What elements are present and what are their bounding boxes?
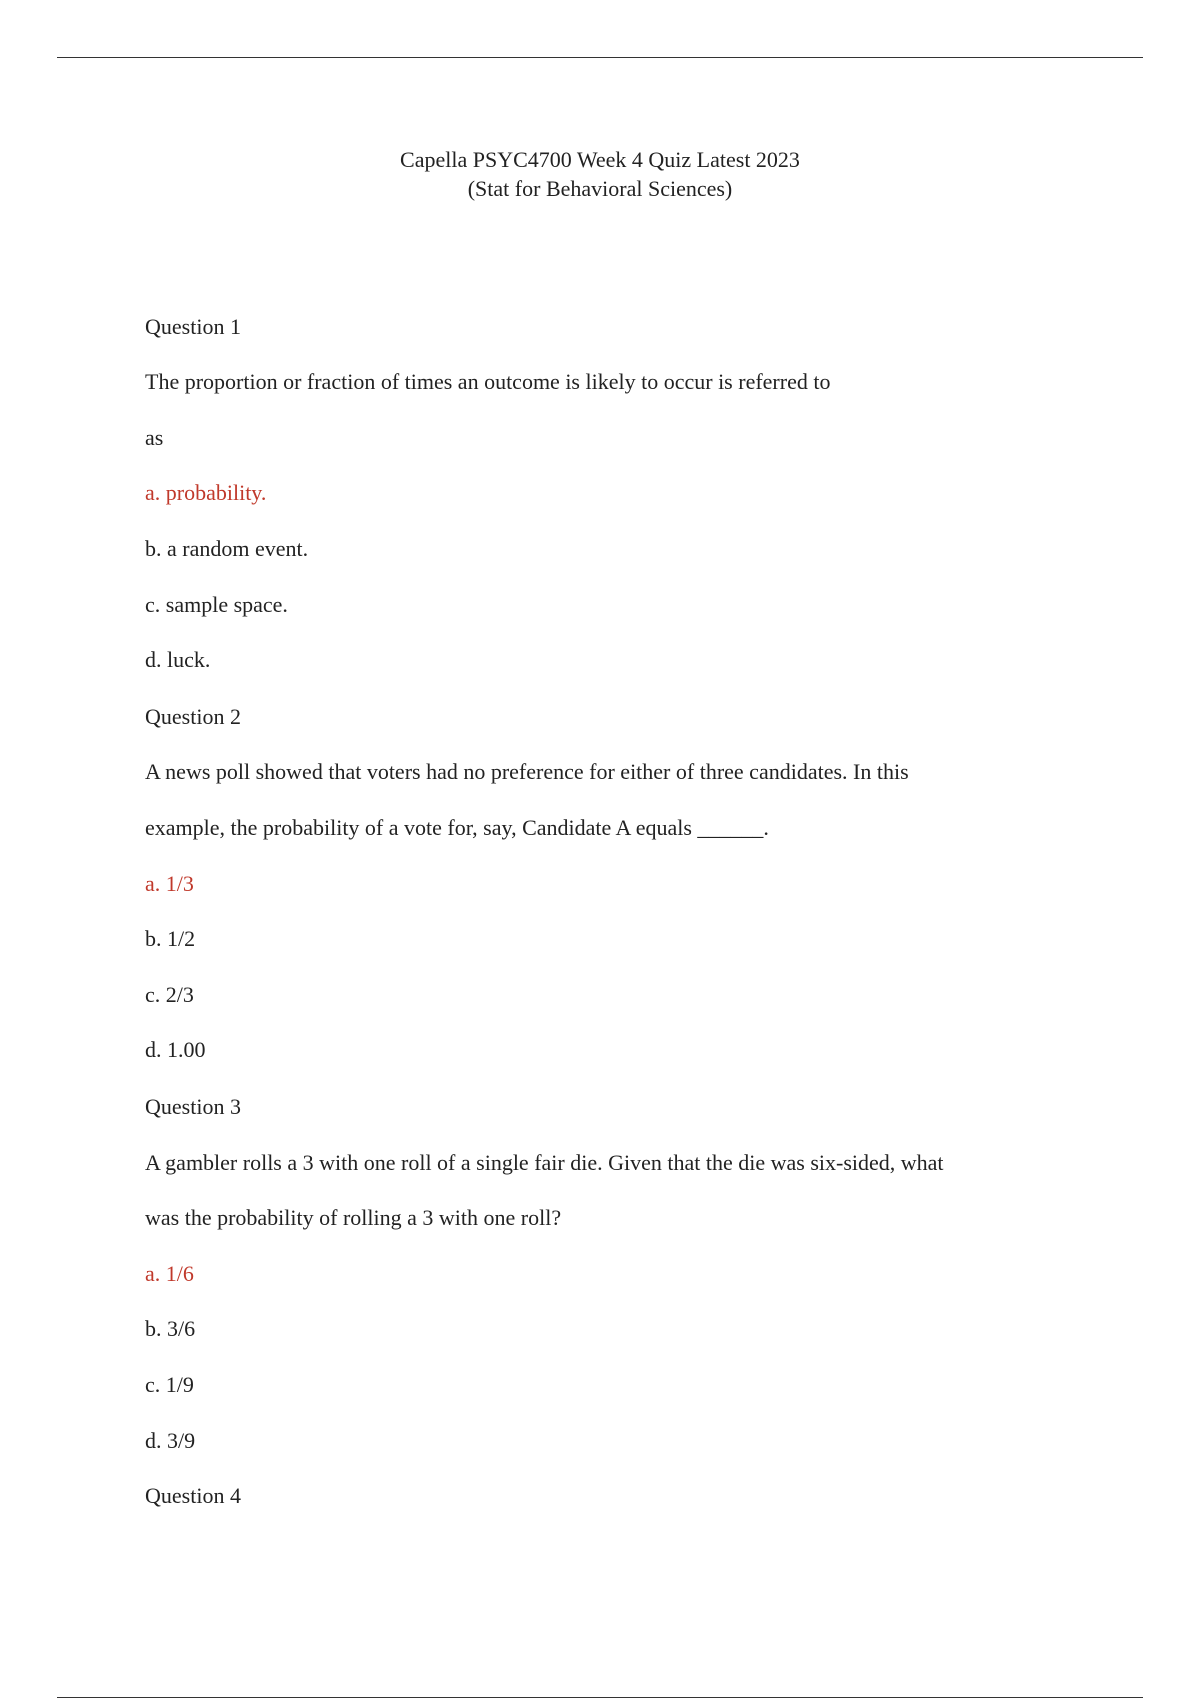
- question-1-option-b: b. a random event.: [145, 536, 309, 561]
- question-3-option-b: b. 3/6: [145, 1316, 196, 1341]
- question-3-heading: Question 3: [145, 1094, 241, 1119]
- question-2-option-d: d. 1.00: [145, 1037, 206, 1062]
- question-2-text-line-1: A news poll showed that voters had no preference for either of three candidates. In this: [145, 759, 909, 784]
- question-3-text-line-2: was the probability of rolling a 3 with one roll?: [145, 1205, 562, 1230]
- question-2-heading: Question 2: [145, 704, 241, 729]
- question-2-option-c: c. 2/3: [145, 982, 194, 1007]
- question-1-option-c: c. sample space.: [145, 592, 288, 617]
- question-2-text-line-2: example, the probability of a vote for, say, Candidate A equals ______.: [145, 815, 769, 840]
- question-2-option-b: b. 1/2: [145, 926, 196, 951]
- question-1-option-d: d. luck.: [145, 647, 211, 672]
- question-4-heading: Question 4: [145, 1483, 241, 1508]
- question-3-option-c: c. 1/9: [145, 1372, 194, 1397]
- top-rule: [57, 57, 1143, 58]
- document-subtitle: (Stat for Behavioral Sciences): [467, 176, 733, 201]
- question-2-option-a-correct: a. 1/3: [145, 871, 194, 896]
- question-1-text-line-1: The proportion or fraction of times an outcome is likely to occur is referred to: [145, 369, 831, 394]
- document-header: [0, 145, 1200, 203]
- question-1-text-line-2: as: [145, 425, 164, 450]
- question-3-option-d: d. 3/9: [145, 1428, 196, 1453]
- document-title: Capella PSYC4700 Week 4 Quiz Latest 2023: [400, 147, 800, 172]
- question-1-heading: Question 1: [145, 314, 241, 339]
- bottom-rule: [57, 1697, 1143, 1698]
- question-1-option-a-correct: a. probability.: [145, 480, 267, 505]
- question-3-option-a-correct: a. 1/6: [145, 1261, 194, 1286]
- question-3-text-line-1: A gambler rolls a 3 with one roll of a single fair die. Given that the die was six-sided, what: [145, 1150, 944, 1175]
